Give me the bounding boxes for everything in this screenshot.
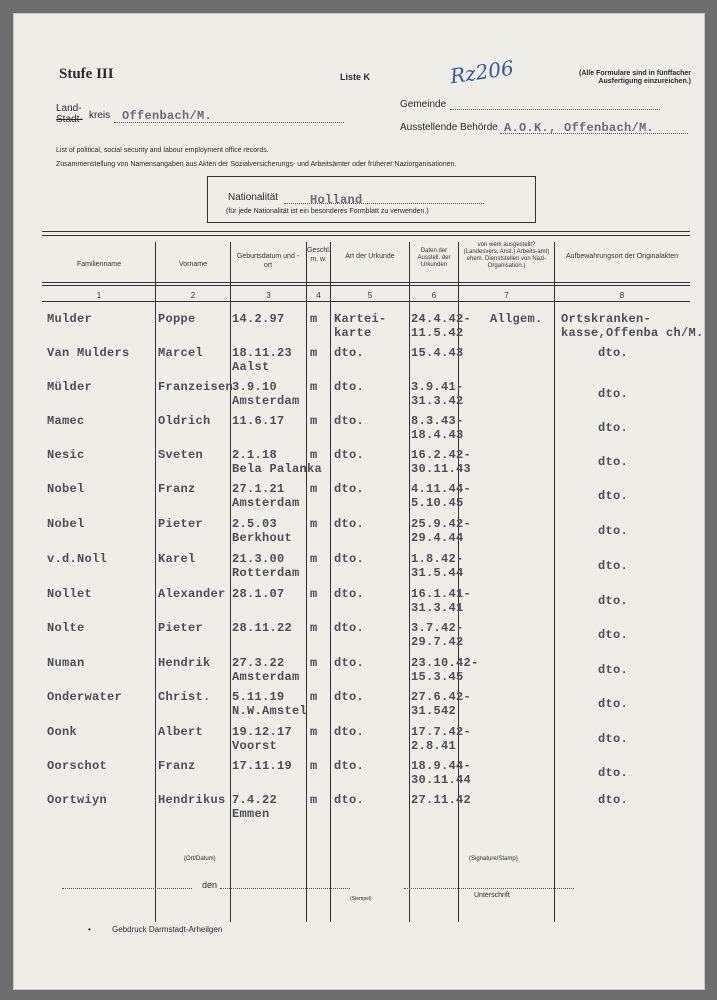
surname-cell: Mulder — [47, 312, 93, 326]
issue-date-cell-2: 30.11.44 — [411, 773, 472, 787]
issue-date-cell: 16.2.42- — [411, 448, 472, 462]
description-english: List of political, social security and labour employment office records. — [56, 147, 269, 154]
birth-date-cell: 5.11.19 — [232, 690, 285, 704]
issue-date-cell-2: 30.11.43 — [411, 462, 472, 476]
issue-date-cell-2: 31.3.41 — [411, 601, 464, 615]
issue-date-cell: 23.10.42- — [411, 656, 479, 670]
birth-date-cell: 2.5.03 — [232, 517, 278, 531]
column-number: 1 — [96, 291, 102, 300]
surname-cell: Numan — [47, 656, 85, 670]
issuer-cell: Allgem. — [490, 312, 543, 326]
document-type-cell: dto. — [334, 656, 365, 670]
column-number: 6 — [431, 291, 437, 300]
birth-place-cell: Berkhout — [232, 531, 293, 545]
storage-cell-2: dto. — [598, 732, 629, 746]
column-divider — [458, 242, 459, 922]
signature-label: Unterschrift — [474, 892, 510, 899]
storage-cell-2: kasse,Offenba ch/M. — [561, 326, 704, 340]
issue-date-cell-2: 2.8.41 — [411, 739, 457, 753]
column-header-sex: Geschl. m. w. — [307, 247, 331, 263]
document-type-cell: dto. — [334, 587, 365, 601]
place-date-caption: (Ort/Datum) — [184, 856, 216, 862]
sex-cell: m — [310, 552, 318, 566]
issue-date-cell-2: 31.542 — [411, 704, 457, 718]
surname-cell: Nolte — [47, 621, 85, 635]
behoerde-value: A.O.K., Offenbach/M. — [504, 121, 655, 135]
column-divider — [306, 242, 307, 922]
sex-cell: m — [310, 312, 318, 326]
land-stadt-label — [56, 103, 83, 125]
header-divider-2 — [42, 285, 690, 286]
nationality-label: Nationalität — [228, 192, 279, 203]
birth-date-cell: 18.11.23 — [232, 346, 293, 360]
document-type-cell: Kartei- — [334, 312, 387, 326]
firstname-cell: Karel — [158, 552, 196, 566]
issue-date-cell: 17.7.42- — [411, 725, 472, 739]
surname-cell: Oortwiyn — [47, 793, 108, 807]
birth-place-cell: Bela Palanka — [232, 462, 323, 476]
table-top-rule — [42, 231, 690, 232]
storage-cell-2: dto. — [598, 766, 629, 780]
nationality-value: Holland — [310, 193, 363, 207]
kreis-value: Offenbach/M. — [122, 109, 213, 123]
birth-place-cell: N.W.Amstel — [232, 704, 308, 718]
list-name: Liste K — [340, 72, 371, 82]
document-type-cell: dto. — [334, 380, 365, 394]
firstname-cell: Poppe — [158, 312, 196, 326]
issue-date-cell: 18.9.44- — [411, 759, 472, 773]
sex-cell: m — [310, 793, 318, 807]
birth-date-cell: 19.12.17 — [232, 725, 293, 739]
sex-cell: m — [310, 448, 318, 462]
kreis-label: kreis — [89, 110, 111, 121]
issue-date-cell-2: 5.10.45 — [411, 496, 464, 510]
column-divider — [409, 242, 410, 922]
storage-cell-2: dto. — [598, 628, 629, 642]
column-divider — [230, 242, 231, 922]
column-header-surname: Familienname — [77, 261, 121, 268]
firstname-cell: Hendrikus — [158, 793, 226, 807]
issue-date-cell-2: 15.3.45 — [411, 670, 464, 684]
bullet-mark: • — [88, 925, 91, 934]
column-divider — [330, 242, 331, 922]
firstname-cell: Franzeisen — [158, 380, 234, 394]
column-number: 8 — [619, 291, 625, 300]
storage-cell-2: dto. — [598, 594, 629, 608]
handwritten-reference: Rz206 — [448, 55, 516, 89]
issue-date-cell: 27.6.42- — [411, 690, 472, 704]
document-type-cell: dto. — [334, 759, 365, 773]
column-header-issuer: von wem ausgestellt? (Landesvers. Anst.) Arbeits-amt) ehem. Dienststellen von Nazi-Organisation.) — [463, 242, 550, 269]
column-divider — [554, 242, 555, 922]
surname-cell: Oorschot — [47, 759, 108, 773]
issue-date-cell: 24.4.42- — [411, 312, 472, 326]
birth-date-cell: 17.11.19 — [232, 759, 293, 773]
document-type-cell-2: karte — [334, 326, 372, 340]
surname-cell: Nobel — [47, 482, 85, 496]
issue-date-cell: 27.11.42 — [411, 793, 472, 807]
issue-date-cell-2: 18.4.43 — [411, 428, 464, 442]
document-type-cell: dto. — [334, 414, 365, 428]
stage-title: Stufe III — [59, 66, 114, 82]
issue-date-cell-2: 29.7.42 — [411, 635, 464, 649]
behoerde-label: Ausstellende Behörde — [400, 122, 498, 133]
header-divider — [42, 282, 690, 283]
surname-cell: Mamec — [47, 414, 85, 428]
copies-note-line2: Ausfertigung einzureichen.) — [598, 78, 691, 85]
column-header-dates: Daten der Ausstell. der Urkunden — [417, 248, 451, 268]
birth-date-cell: 27.3.22 — [232, 656, 285, 670]
document-type-cell: dto. — [334, 690, 365, 704]
surname-cell: v.d.Noll — [47, 552, 108, 566]
document-type-cell: dto. — [334, 725, 365, 739]
stadt-label: Stadt- — [56, 114, 83, 125]
gemeinde-label: Gemeinde — [400, 99, 447, 110]
firstname-cell: Franz — [158, 482, 196, 496]
firstname-cell: Alexander — [158, 587, 226, 601]
land-label: Land- — [56, 103, 82, 114]
birth-date-cell: 28.11.22 — [232, 621, 293, 635]
storage-cell: Ortskranken- — [561, 312, 652, 326]
sex-cell: m — [310, 656, 318, 670]
surname-cell: Mülder — [47, 380, 93, 394]
surname-cell: Nollet — [47, 587, 93, 601]
birth-place-cell: Amsterdam — [232, 496, 300, 510]
column-header-birth: Geburtsdatum und -ort — [236, 253, 300, 269]
storage-cell: dto. — [598, 793, 629, 807]
document-type-cell: dto. — [334, 448, 365, 462]
column-number: 2 — [190, 291, 196, 300]
column-number: 7 — [504, 291, 509, 300]
sex-cell: m — [310, 587, 318, 601]
birth-place-cell: Voorst — [232, 739, 278, 753]
birth-date-cell: 21.3.00 — [232, 552, 285, 566]
birth-date-cell: 14.2.97 — [232, 312, 285, 326]
birth-date-cell: 27.1.21 — [232, 482, 285, 496]
document-type-cell: dto. — [334, 621, 365, 635]
document-page — [14, 14, 704, 989]
birth-place-cell: Amsterdam — [232, 394, 300, 408]
document-type-cell: dto. — [334, 552, 365, 566]
firstname-cell: Sveten — [158, 448, 204, 462]
column-number: 3 — [266, 291, 271, 300]
issue-date-cell: 15.4.43 — [411, 346, 464, 360]
birth-place-cell: Amsterdam — [232, 670, 300, 684]
birth-date-cell: 3.9.10 — [232, 380, 278, 394]
issue-date-cell: 25.9.42- — [411, 517, 472, 531]
firstname-cell: Marcel — [158, 346, 204, 360]
surname-cell: Oonk — [47, 725, 78, 739]
storage-cell-2: dto. — [598, 663, 629, 677]
column-header-document: Art der Urkunde — [345, 253, 395, 260]
firstname-cell: Pieter — [158, 517, 204, 531]
sex-cell: m — [310, 482, 318, 496]
surname-cell: Onderwater — [47, 690, 123, 704]
birth-date-cell: 11.6.17 — [232, 414, 285, 428]
birth-place-cell: Emmen — [232, 807, 270, 821]
storage-cell-2: dto. — [598, 524, 629, 538]
column-header-firstname: Vorname — [178, 261, 208, 268]
sex-cell: m — [310, 759, 318, 773]
firstname-cell: Christ. — [158, 690, 211, 704]
birth-place-cell: Aalst — [232, 360, 270, 374]
storage-cell-2: dto. — [598, 421, 629, 435]
document-type-cell: dto. — [334, 793, 365, 807]
document-type-cell: dto. — [334, 482, 365, 496]
issue-date-cell-2: 11.5.42 — [411, 326, 464, 340]
copies-note-line1: (Alle Formulare sind in fünffacher — [578, 70, 691, 77]
table-top-rule-2 — [42, 235, 690, 236]
sex-cell: m — [310, 725, 318, 739]
document-type-cell: dto. — [334, 346, 365, 360]
issue-date-cell: 8.3.43- — [411, 414, 464, 428]
firstname-cell: Albert — [158, 725, 204, 739]
firstname-cell: Franz — [158, 759, 196, 773]
firstname-cell: Hendrik — [158, 656, 211, 670]
firstname-cell: Pieter — [158, 621, 204, 635]
issue-date-cell-2: 29.4.44 — [411, 531, 464, 545]
copies-note — [526, 70, 691, 86]
firstname-cell: Oldrich — [158, 414, 211, 428]
sex-cell: m — [310, 414, 318, 428]
sex-cell: m — [310, 346, 318, 360]
sex-cell: m — [310, 690, 318, 704]
birth-date-cell: 28.1.07 — [232, 587, 285, 601]
issue-date-cell: 1.8.42- — [411, 552, 464, 566]
column-divider — [155, 242, 156, 922]
surname-cell: Van Mulders — [47, 346, 130, 360]
storage-cell-2: dto. — [598, 387, 629, 401]
sex-cell: m — [310, 621, 318, 635]
description-german: Zusammenstellung von Namensangaben aus Akten der Sozialversicherungs- und Arbeitsämter oder früherer Naziorganisationen. — [56, 161, 457, 168]
storage-cell-2: dto. — [598, 697, 629, 711]
column-number: 4 — [316, 291, 321, 300]
storage-cell: dto. — [598, 346, 629, 360]
birth-date-cell: 2.1.18 — [232, 448, 278, 462]
birth-place-cell: Rotterdam — [232, 566, 300, 580]
issue-date-cell-2: 31.5.44 — [411, 566, 464, 580]
den-label: den — [202, 880, 218, 890]
document-type-cell: dto. — [334, 517, 365, 531]
surname-cell: Nesic — [47, 448, 85, 462]
issue-date-cell: 16.1.41- — [411, 587, 472, 601]
nationality-note: (für jede Nationalität ist ein besonderes Formblatt zu verwenden.) — [226, 208, 429, 215]
storage-cell-2: dto. — [598, 489, 629, 503]
sex-cell: m — [310, 380, 318, 394]
surname-cell: Nobel — [47, 517, 85, 531]
sex-cell: m — [310, 517, 318, 531]
issue-date-cell: 4.11.44- — [411, 482, 472, 496]
storage-cell-2: dto. — [598, 559, 629, 573]
storage-cell-2: dto. — [598, 455, 629, 469]
issue-date-cell: 3.9.41- — [411, 380, 464, 394]
signature-caption: (Signature/Stamp) — [469, 856, 518, 862]
issue-date-cell: 3.7.42- — [411, 621, 464, 635]
column-number: 5 — [367, 291, 373, 300]
column-header-storage: Aufbewahrungsort der Originalakten — [565, 253, 679, 260]
stamp-caption: (Stempel) — [350, 896, 372, 902]
number-divider — [42, 301, 690, 302]
issue-date-cell-2: 31.3.42 — [411, 394, 464, 408]
birth-date-cell: 7.4.22 — [232, 793, 278, 807]
printer-imprint: Gebdruck Darmstadt-Arheilgen — [112, 925, 223, 934]
